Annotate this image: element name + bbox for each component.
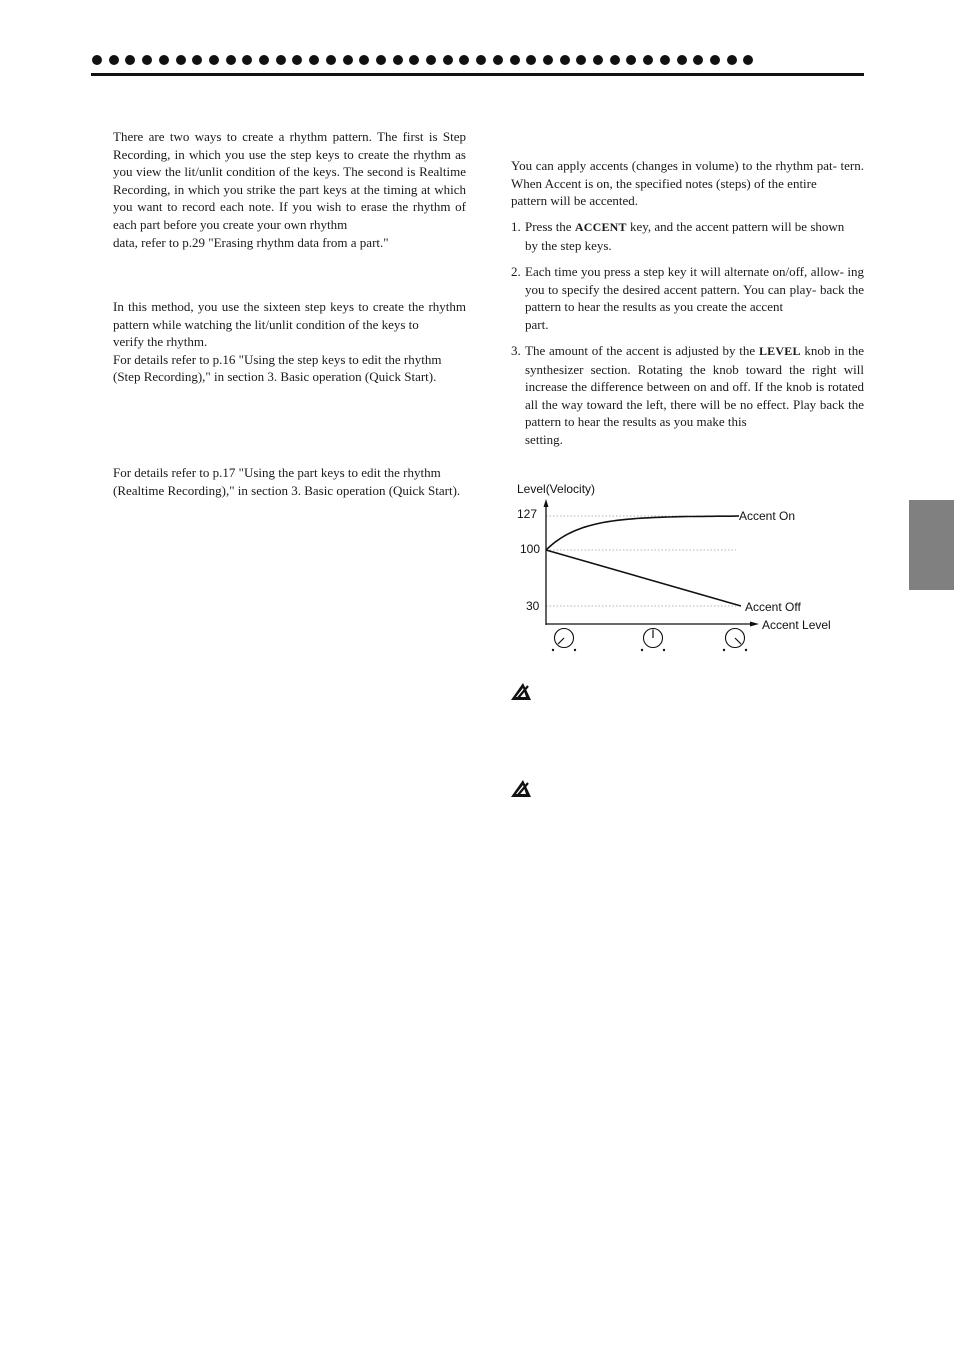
accent-step-1: 1. Press the ACCENT key, and the accent pattern will be shown by the step keys. xyxy=(511,219,845,253)
accent-step-3: 3. The amount of the accent is adjusted by the LEVEL knob in the synthesizer section. Rotating the knob toward the right will increase the difference between on and off. If the knob is rotated all the way toward the left, there will be no effect. Play back the pattern to hear the results as you make this setting. xyxy=(511,343,865,447)
series-label-accent-off: Accent Off xyxy=(745,600,801,614)
header-dot xyxy=(526,55,536,65)
series-label-accent-on: Accent On xyxy=(739,509,796,523)
header-dot xyxy=(710,55,720,65)
header-dot xyxy=(459,55,469,65)
series-line-accent-on xyxy=(546,516,736,550)
header-dot xyxy=(593,55,603,65)
header-dot xyxy=(626,55,636,65)
header-dot xyxy=(326,55,336,65)
accent-step-2: 2. Each time you press a step key it will alternate on/off, allow- ing you to specify the desired accent pattern. You can play- back the pattern to hear the results as you create the accent part. xyxy=(511,264,865,332)
header-dot xyxy=(727,55,737,65)
header-dot xyxy=(176,55,186,65)
header-dot xyxy=(409,55,419,65)
header-dot xyxy=(643,55,653,65)
x-axis-arrow xyxy=(750,622,759,627)
header-dot xyxy=(259,55,269,65)
header-dot xyxy=(142,55,152,65)
y-tick-label-100: 100 xyxy=(520,542,541,556)
header-dot xyxy=(343,55,353,65)
header-rule xyxy=(91,73,864,76)
step-recording-paragraph: In this method, you use the sixteen step keys to create the rhythm pattern while watching the lit/unlit condition of the keys to verify the rhythm. For details refer to p.16 "Using the step keys to edit the rhythm (Step Recording)," in section 3. Basic operation (Quick Start). xyxy=(113,299,466,385)
header-dot xyxy=(209,55,219,65)
header-dot xyxy=(376,55,386,65)
accent-level-chart xyxy=(505,478,850,663)
x-axis-label: Accent Level xyxy=(762,618,831,632)
header-dot xyxy=(660,55,670,65)
header-dot xyxy=(677,55,687,65)
y-axis-arrow xyxy=(544,499,549,507)
header-dot xyxy=(109,55,119,65)
header-dot xyxy=(292,55,302,65)
header-dot-row xyxy=(92,55,772,67)
header-dot xyxy=(192,55,202,65)
header-dot xyxy=(309,55,319,65)
chart-grid xyxy=(546,516,736,606)
header-dot xyxy=(693,55,703,65)
step-number: 1. xyxy=(511,219,521,234)
header-dot xyxy=(159,55,169,65)
header-dot xyxy=(560,55,570,65)
y-tick-label-127: 127 xyxy=(517,507,538,521)
caution-pencil-icon xyxy=(510,778,532,798)
header-dot xyxy=(493,55,503,65)
intro-paragraph: There are two ways to create a rhythm pattern. The first is Step Recording, in which you use the step keys to create the rhythm as you view the lit/unlit condition of the keys. The second is Realtime Recording, in which you strike the part keys at the timing at which you want to record each note. If you wish to erase the rhythm of each part before you create your own rhythm data, refer to p.29 "Erasing rhythm data from a part." xyxy=(113,129,467,250)
level-knob-center-icon xyxy=(641,629,665,652)
header-dot xyxy=(226,55,236,65)
chapter-side-tab xyxy=(909,500,954,590)
step-number: 2. xyxy=(511,264,521,279)
header-dot xyxy=(476,55,486,65)
caution-pencil-icon xyxy=(510,681,532,701)
header-dot xyxy=(510,55,520,65)
realtime-recording-paragraph: For details refer to p.17 "Using the part keys to edit the rhythm (Realtime Recording)," in section 3. Basic operation (Quick Start). xyxy=(113,465,461,498)
level-knob-min-icon xyxy=(552,629,576,652)
step-number: 3. xyxy=(511,343,521,358)
header-dot xyxy=(92,55,102,65)
header-dot xyxy=(610,55,620,65)
y-tick-label-30: 30 xyxy=(526,599,540,613)
level-key-label: LEVEL xyxy=(758,344,801,358)
header-dot xyxy=(543,55,553,65)
header-dot xyxy=(242,55,252,65)
header-dot xyxy=(743,55,753,65)
header-dot xyxy=(359,55,369,65)
header-dot xyxy=(393,55,403,65)
series-line-accent-off xyxy=(546,550,741,606)
header-dot xyxy=(426,55,436,65)
header-dot xyxy=(125,55,135,65)
header-dot xyxy=(276,55,286,65)
header-dot xyxy=(576,55,586,65)
accent-key-label: ACCENT xyxy=(574,220,627,234)
accent-intro-paragraph: You can apply accents (changes in volume) to the rhythm pat- tern. When Accent is on, the specified notes (steps) of the entire pattern will be accented. xyxy=(511,158,864,209)
header-dot xyxy=(443,55,453,65)
level-knob-max-icon xyxy=(723,629,747,652)
y-axis-label: Level(Velocity) xyxy=(517,482,596,496)
